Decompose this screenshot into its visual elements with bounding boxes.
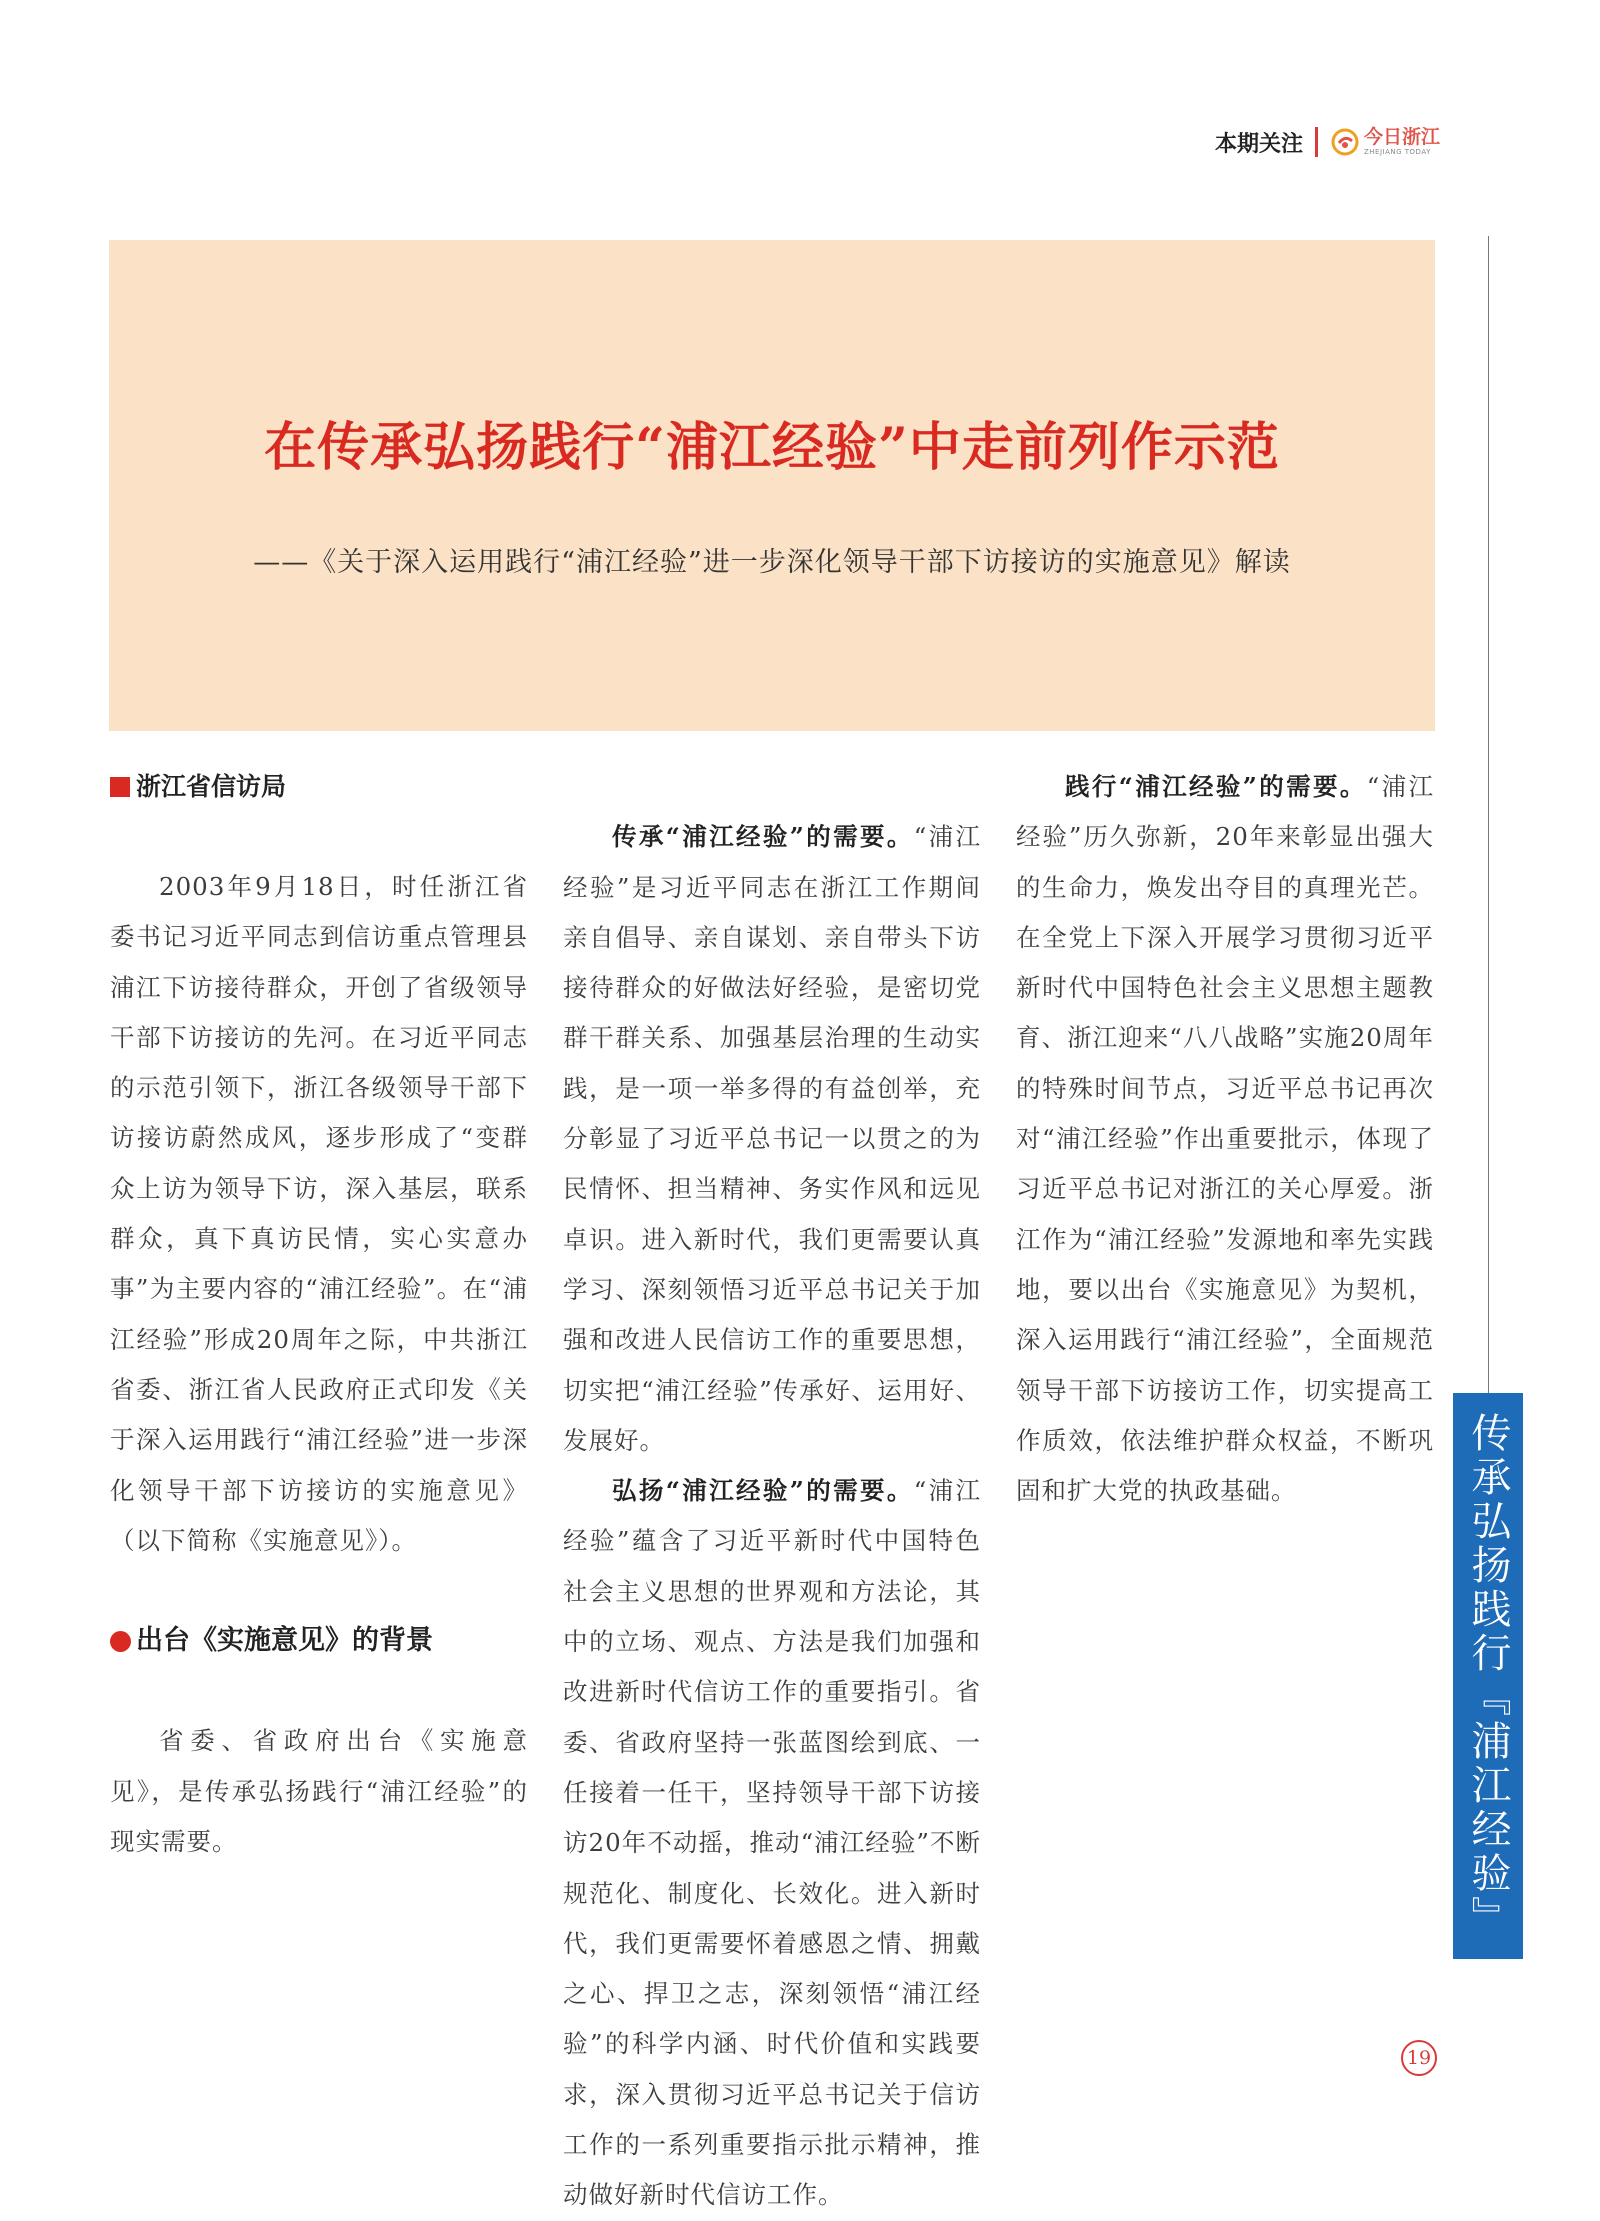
paragraph-intro: 2003年9月18日，时任浙江省委书记习近平同志到信访重点管理县浦江下访接待群众，开创了省级领导干部下访接访的先河。在习近平同志的示范引领下，浙江各级领导干部下访接访蔚然成风，逐步形成了“变群众上访为领导下访，深入基层，联系群众，真下真访民情，实心实意办事”为主要内容的“浦江经验”。在“浦江经验”形成20周年之际，中共浙江省委、浙江省人民政府正式印发《关于深入运用践行“浦江经验”进一步深化领导干部下访接访的实施意见》（以下简称《实施意见》）。 [110,872,528,1555]
paragraph-hongyang [563,1466,981,2220]
logo-chinese-text: 今日浙江 [1363,126,1440,148]
header-divider [1315,127,1318,157]
side-banner-text: 传承弘扬践行『浦江经验』 [1465,1412,1511,1940]
paragraph-continuation [563,762,981,812]
title-box [109,240,1435,731]
square-marker-icon [110,777,130,797]
section-label: 本期关注 [1214,131,1303,157]
paragraph-body: “浦江经验”是习近平同志在浙江工作期间亲自倡导、亲自谋划、亲自带头下访接待群众的好做法好经验，是密切党群干群关系、加强基层治理的生动实践，是一项一举多得的有益创举，充分彰显了习近平总书记一以贯之的为民情怀、担当精神、务实作风和远见卓识。进入新时代，我们更需要认真学习、深刻领悟习近平总书记关于加强和改进人民信访工作的重要思想，切实把“浦江经验”传承好、运用好、发展好。 [563,822,981,1455]
article-title: 在传承弘扬践行“浦江经验”中走前列作示范 [264,417,1280,478]
byline-text: 浙江省信访局 [136,771,287,801]
section-heading-text: 出台《实施意见》的背景 [136,1625,433,1657]
paragraph-body: “浦江经验”历久弥新，20年来彰显出强大的生命力，焕发出夺目的真理光芒。在全党上下深入开展学习贯彻习近平新时代中国特色社会主义思想主题教育、浙江迎来“八八战略”实施20周年的特殊时间节点，习近平总书记再次对“浦江经验”作出重要批示，体现了习近平总书记对浙江的关心厚爱。浙江作为“浦江经验”发源地和率先实践地，要以出台《实施意见》为契机，深入运用践行“浦江经验”，全面规范领导干部下访接访工作，切实提高工作质效，依法维护群众权益，不断巩固和扩大党的执政基础。 [1016,772,1434,1506]
page-number: 19 [1401,2040,1437,2076]
text-column-3 [1016,762,1434,1516]
zhejiang-today-logo-icon [1330,127,1360,157]
paragraph-chuancheng [563,812,981,1466]
article-subtitle: ——《关于深入运用践行“浦江经验”进一步深化领导干部下访接访的实施意见》解读 [253,547,1291,578]
paragraph-body: “浦江经验”蕴含了习近平新时代中国特色社会主义思想的世界观和方法论，其中的立场、观点、方法是我们加强和改进新时代信访工作的重要指引。省委、省政府坚持一张蓝图绘到底、一任接着一任干，坚持领导干部下访接访20年不动摇，推动“浦江经验”不断规范化、制度化、长效化。进入新时代，我们更需要怀着感恩之情、拥戴之心、捍卫之志，深刻领悟“浦江经验”的科学内涵、时代价值和实践要求，深入贯彻习近平总书记关于信访工作的一系列重要指示批示精神，推动做好新时代信访工作。 [563,1476,981,2210]
paragraph-lead: 传承“浦江经验”的需要。 [612,822,914,852]
author-byline [110,762,528,812]
page-header [1215,122,1440,162]
text-column-2 [563,762,981,2221]
magazine-logo [1330,127,1440,157]
text-column-1 [110,762,528,1867]
paragraph-jianxing [1016,762,1434,1516]
paragraph-lead: 弘扬“浦江经验”的需要。 [612,1476,914,1506]
section-heading [110,1616,528,1666]
logo-english-text: ZHEJIANG TODAY [1363,148,1431,156]
paragraph-lead: 践行“浦江经验”的需要。 [1065,772,1367,801]
bullet-dot-icon [110,1631,131,1652]
side-banner [1453,1393,1523,1959]
paragraph-background: 省委、省政府出台《实施意见》，是传承弘扬践行“浦江经验”的现实需要。 [110,1726,528,1857]
